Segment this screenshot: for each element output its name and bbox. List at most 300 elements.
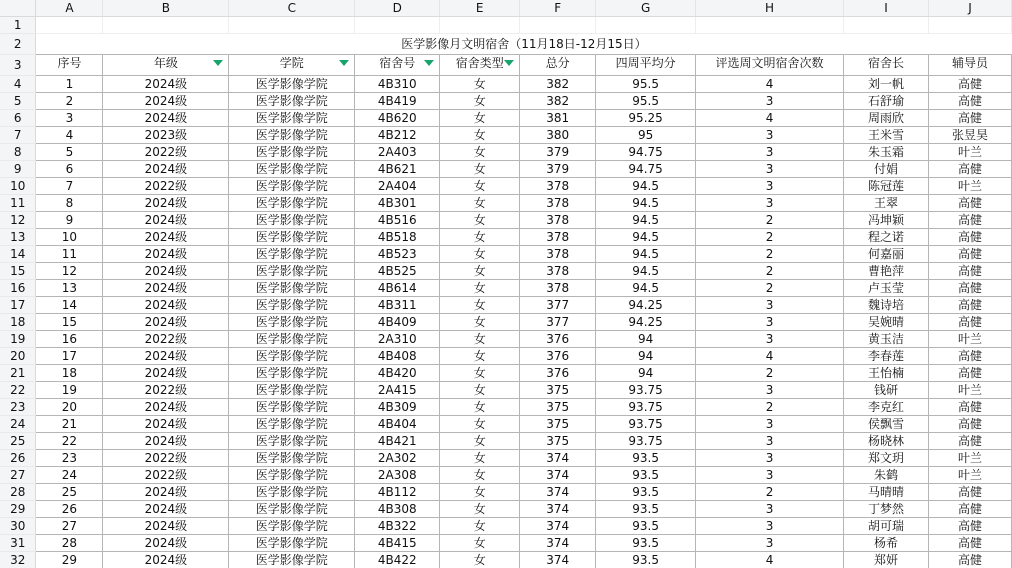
row-header[interactable]: 19 [0,331,36,348]
table-cell[interactable]: 女 [440,297,520,314]
table-cell[interactable]: 高健 [928,399,1011,416]
table-cell[interactable]: 94.5 [596,178,696,195]
table-cell[interactable]: 93.75 [596,433,696,450]
table-cell[interactable]: 卢玉莹 [844,280,929,297]
table-cell[interactable]: 29 [36,552,103,568]
table-cell[interactable]: 4B404 [355,416,440,433]
row-header[interactable]: 31 [0,535,36,552]
table-cell[interactable]: 医学影像学院 [229,348,355,365]
table-cell[interactable]: 24 [36,467,103,484]
table-cell[interactable]: 3 [696,518,844,535]
table-cell[interactable]: 4 [36,127,103,144]
table-cell[interactable]: 93.75 [596,399,696,416]
table-cell[interactable]: 94.5 [596,229,696,246]
table-cell[interactable]: 374 [520,501,596,518]
table-cell[interactable]: 王米雪 [844,127,929,144]
row-header[interactable]: 30 [0,518,36,535]
table-cell[interactable]: 4B322 [355,518,440,535]
table-cell[interactable]: 医学影像学院 [229,161,355,178]
table-cell[interactable]: 1 [36,76,103,93]
table-cell[interactable]: 378 [520,229,596,246]
table-cell[interactable]: 2024级 [103,110,229,127]
row-header[interactable]: 18 [0,314,36,331]
table-cell[interactable]: 医学影像学院 [229,195,355,212]
table-cell[interactable]: 2024级 [103,76,229,93]
table-cell[interactable]: 2022级 [103,450,229,467]
table-cell[interactable]: 医学影像学院 [229,297,355,314]
table-cell[interactable]: 94 [596,365,696,382]
column-header[interactable]: D [355,0,440,17]
table-cell[interactable]: 医学影像学院 [229,501,355,518]
table-cell[interactable]: 高健 [928,297,1011,314]
table-cell[interactable]: 12 [36,263,103,280]
column-header[interactable]: G [596,0,696,17]
table-cell[interactable]: 2024级 [103,416,229,433]
table-cell[interactable]: 2024级 [103,195,229,212]
table-cell[interactable]: 2 [696,263,844,280]
table-cell[interactable]: 94.5 [596,195,696,212]
table-cell[interactable]: 2024级 [103,552,229,568]
table-cell[interactable]: 377 [520,297,596,314]
table-cell[interactable]: 2A403 [355,144,440,161]
row-header[interactable]: 11 [0,195,36,212]
table-cell[interactable]: 医学影像学院 [229,110,355,127]
table-cell[interactable]: 高健 [928,229,1011,246]
table-cell[interactable]: 杨希 [844,535,929,552]
row-header[interactable]: 13 [0,229,36,246]
table-cell[interactable]: 95 [596,127,696,144]
column-title[interactable] [440,55,520,76]
table-cell[interactable]: 2A310 [355,331,440,348]
table-cell[interactable]: 375 [520,433,596,450]
empty-cell[interactable] [229,17,355,34]
table-cell[interactable]: 376 [520,365,596,382]
table-cell[interactable]: 94.5 [596,246,696,263]
filter-dropdown-icon[interactable] [213,60,223,66]
table-cell[interactable]: 医学影像学院 [229,331,355,348]
row-header[interactable]: 23 [0,399,36,416]
table-cell[interactable]: 叶兰 [928,450,1011,467]
column-title[interactable] [520,55,596,76]
table-cell[interactable]: 4B408 [355,348,440,365]
table-cell[interactable]: 3 [696,178,844,195]
table-cell[interactable]: 2 [696,399,844,416]
table-cell[interactable]: 374 [520,518,596,535]
table-cell[interactable]: 382 [520,76,596,93]
table-cell[interactable]: 医学影像学院 [229,484,355,501]
table-cell[interactable]: 2024级 [103,161,229,178]
row-header[interactable]: 27 [0,467,36,484]
table-cell[interactable]: 378 [520,178,596,195]
table-cell[interactable]: 叶兰 [928,382,1011,399]
table-cell[interactable]: 医学影像学院 [229,263,355,280]
table-cell[interactable]: 医学影像学院 [229,382,355,399]
table-cell[interactable]: 2 [36,93,103,110]
table-cell[interactable]: 女 [440,450,520,467]
row-header[interactable]: 4 [0,76,36,93]
table-cell[interactable]: 4B311 [355,297,440,314]
table-cell[interactable]: 高健 [928,314,1011,331]
empty-cell[interactable] [520,17,596,34]
table-cell[interactable]: 4B409 [355,314,440,331]
table-cell[interactable]: 2024级 [103,433,229,450]
table-cell[interactable]: 叶兰 [928,331,1011,348]
table-cell[interactable]: 女 [440,552,520,568]
table-cell[interactable]: 375 [520,416,596,433]
table-cell[interactable]: 高健 [928,76,1011,93]
table-cell[interactable]: 4B525 [355,263,440,280]
column-header[interactable]: E [440,0,520,17]
row-header[interactable]: 6 [0,110,36,127]
row-header[interactable]: 21 [0,365,36,382]
table-cell[interactable]: 3 [696,195,844,212]
table-cell[interactable]: 93.5 [596,467,696,484]
table-cell[interactable]: 4 [696,76,844,93]
row-header[interactable]: 22 [0,382,36,399]
table-cell[interactable]: 3 [696,297,844,314]
table-cell[interactable]: 4B419 [355,93,440,110]
table-cell[interactable]: 医学影像学院 [229,229,355,246]
table-cell[interactable]: 17 [36,348,103,365]
row-header[interactable]: 15 [0,263,36,280]
table-cell[interactable]: 379 [520,144,596,161]
table-cell[interactable]: 23 [36,450,103,467]
table-cell[interactable]: 2 [696,365,844,382]
table-cell[interactable]: 382 [520,93,596,110]
table-cell[interactable]: 王怡楠 [844,365,929,382]
table-cell[interactable]: 3 [696,467,844,484]
table-cell[interactable]: 2 [696,280,844,297]
table-cell[interactable]: 3 [696,535,844,552]
table-cell[interactable]: 4B421 [355,433,440,450]
column-title[interactable] [696,55,844,76]
table-cell[interactable]: 4B422 [355,552,440,568]
table-cell[interactable]: 女 [440,280,520,297]
table-cell[interactable]: 高健 [928,501,1011,518]
table-cell[interactable]: 医学影像学院 [229,365,355,382]
table-cell[interactable]: 女 [440,416,520,433]
table-cell[interactable]: 女 [440,501,520,518]
table-cell[interactable]: 2022级 [103,144,229,161]
table-cell[interactable]: 2024级 [103,212,229,229]
table-cell[interactable]: 高健 [928,348,1011,365]
table-cell[interactable]: 4 [696,348,844,365]
table-cell[interactable]: 4B112 [355,484,440,501]
table-cell[interactable]: 93.5 [596,535,696,552]
table-cell[interactable]: 94 [596,348,696,365]
table-cell[interactable]: 3 [696,127,844,144]
row-header[interactable]: 7 [0,127,36,144]
table-cell[interactable]: 张昱昊 [928,127,1011,144]
table-cell[interactable]: 医学影像学院 [229,144,355,161]
table-cell[interactable]: 医学影像学院 [229,399,355,416]
table-cell[interactable]: 27 [36,518,103,535]
table-cell[interactable]: 女 [440,535,520,552]
table-cell[interactable]: 钱研 [844,382,929,399]
table-cell[interactable]: 4 [696,552,844,568]
table-cell[interactable]: 高健 [928,416,1011,433]
table-cell[interactable]: 女 [440,433,520,450]
empty-cell[interactable] [36,17,103,34]
table-cell[interactable]: 93.5 [596,501,696,518]
table-cell[interactable]: 高健 [928,212,1011,229]
empty-cell[interactable] [696,17,844,34]
table-cell[interactable]: 刘一帆 [844,76,929,93]
table-cell[interactable]: 93.5 [596,552,696,568]
table-cell[interactable]: 朱玉霜 [844,144,929,161]
table-cell[interactable]: 93.5 [596,518,696,535]
table-cell[interactable]: 95.25 [596,110,696,127]
table-cell[interactable]: 374 [520,450,596,467]
row-header[interactable]: 14 [0,246,36,263]
table-cell[interactable]: 3 [696,331,844,348]
table-cell[interactable]: 11 [36,246,103,263]
table-cell[interactable]: 高健 [928,433,1011,450]
table-cell[interactable]: 374 [520,552,596,568]
table-cell[interactable]: 95.5 [596,76,696,93]
table-cell[interactable]: 378 [520,280,596,297]
table-cell[interactable]: 高健 [928,365,1011,382]
table-cell[interactable]: 2 [696,229,844,246]
empty-cell[interactable] [440,17,520,34]
table-cell[interactable]: 5 [36,144,103,161]
table-cell[interactable]: 19 [36,382,103,399]
table-cell[interactable]: 6 [36,161,103,178]
table-cell[interactable]: 2A308 [355,467,440,484]
table-cell[interactable]: 女 [440,382,520,399]
table-cell[interactable]: 高健 [928,195,1011,212]
table-cell[interactable]: 378 [520,263,596,280]
table-cell[interactable]: 女 [440,178,520,195]
row-header[interactable]: 25 [0,433,36,450]
table-cell[interactable]: 医学影像学院 [229,127,355,144]
column-header[interactable]: C [229,0,355,17]
table-cell[interactable]: 女 [440,127,520,144]
table-cell[interactable]: 女 [440,110,520,127]
table-cell[interactable]: 94.25 [596,314,696,331]
table-cell[interactable]: 4B516 [355,212,440,229]
table-cell[interactable]: 医学影像学院 [229,178,355,195]
table-cell[interactable]: 381 [520,110,596,127]
column-title[interactable] [36,55,103,76]
table-cell[interactable]: 高健 [928,280,1011,297]
table-cell[interactable]: 2024级 [103,229,229,246]
table-cell[interactable]: 2024级 [103,365,229,382]
table-cell[interactable]: 2 [696,212,844,229]
table-cell[interactable]: 93.75 [596,382,696,399]
table-cell[interactable]: 高健 [928,552,1011,568]
table-cell[interactable]: 95.5 [596,93,696,110]
empty-cell[interactable] [596,17,696,34]
sheet-title[interactable]: 医学影像月文明宿舍（11月18日-12月15日） [36,34,1012,55]
table-cell[interactable]: 胡可瑞 [844,518,929,535]
table-cell[interactable]: 医学影像学院 [229,280,355,297]
table-cell[interactable]: 94.5 [596,212,696,229]
table-cell[interactable]: 4B309 [355,399,440,416]
table-cell[interactable]: 2022级 [103,382,229,399]
table-cell[interactable]: 郑文玥 [844,450,929,467]
table-cell[interactable]: 3 [696,144,844,161]
row-header[interactable]: 29 [0,501,36,518]
table-cell[interactable]: 3 [696,314,844,331]
table-cell[interactable]: 叶兰 [928,467,1011,484]
table-cell[interactable]: 李春莲 [844,348,929,365]
table-cell[interactable]: 3 [696,93,844,110]
table-cell[interactable]: 376 [520,348,596,365]
empty-cell[interactable] [844,17,929,34]
column-header[interactable]: J [928,0,1011,17]
table-cell[interactable]: 380 [520,127,596,144]
table-cell[interactable]: 7 [36,178,103,195]
table-cell[interactable]: 4B212 [355,127,440,144]
table-cell[interactable]: 朱鹤 [844,467,929,484]
table-cell[interactable]: 2024级 [103,535,229,552]
table-cell[interactable]: 高健 [928,263,1011,280]
table-cell[interactable]: 高健 [928,110,1011,127]
table-cell[interactable]: 冯坤颖 [844,212,929,229]
row-header[interactable]: 2 [0,34,36,55]
table-cell[interactable]: 马晴晴 [844,484,929,501]
column-header[interactable]: F [520,0,596,17]
table-cell[interactable]: 9 [36,212,103,229]
table-cell[interactable]: 378 [520,195,596,212]
table-cell[interactable]: 3 [696,433,844,450]
table-cell[interactable]: 3 [696,416,844,433]
table-cell[interactable]: 2A302 [355,450,440,467]
table-cell[interactable]: 2024级 [103,348,229,365]
table-cell[interactable]: 2A404 [355,178,440,195]
empty-cell[interactable] [355,17,440,34]
filter-dropdown-icon[interactable] [339,60,349,66]
table-cell[interactable]: 14 [36,297,103,314]
table-cell[interactable]: 女 [440,348,520,365]
table-cell[interactable]: 郑妍 [844,552,929,568]
row-header[interactable]: 8 [0,144,36,161]
table-cell[interactable]: 10 [36,229,103,246]
column-header[interactable]: I [844,0,929,17]
table-cell[interactable]: 25 [36,484,103,501]
table-cell[interactable]: 高健 [928,518,1011,535]
table-cell[interactable]: 陈冠莲 [844,178,929,195]
table-cell[interactable]: 叶兰 [928,178,1011,195]
row-header[interactable]: 12 [0,212,36,229]
table-cell[interactable]: 2024级 [103,93,229,110]
table-cell[interactable]: 28 [36,535,103,552]
table-cell[interactable]: 4B620 [355,110,440,127]
empty-cell[interactable] [928,17,1011,34]
table-cell[interactable]: 377 [520,314,596,331]
empty-cell[interactable] [103,17,229,34]
table-cell[interactable]: 女 [440,195,520,212]
table-cell[interactable]: 高健 [928,161,1011,178]
column-header[interactable]: A [36,0,103,17]
table-cell[interactable]: 何嘉丽 [844,246,929,263]
table-cell[interactable]: 女 [440,365,520,382]
row-header[interactable]: 20 [0,348,36,365]
table-cell[interactable]: 376 [520,331,596,348]
table-cell[interactable]: 医学影像学院 [229,212,355,229]
table-cell[interactable]: 4B310 [355,76,440,93]
table-cell[interactable]: 2024级 [103,263,229,280]
table-cell[interactable]: 吴婉晴 [844,314,929,331]
filter-dropdown-icon[interactable] [504,60,514,66]
table-cell[interactable]: 曹艳萍 [844,263,929,280]
table-cell[interactable]: 高健 [928,484,1011,501]
table-cell[interactable]: 丁梦然 [844,501,929,518]
table-cell[interactable]: 2024级 [103,399,229,416]
table-cell[interactable]: 2022级 [103,467,229,484]
table-cell[interactable]: 李克红 [844,399,929,416]
table-cell[interactable]: 94 [596,331,696,348]
table-cell[interactable]: 2024级 [103,518,229,535]
row-header[interactable]: 16 [0,280,36,297]
table-cell[interactable]: 周雨欣 [844,110,929,127]
table-cell[interactable]: 3 [696,450,844,467]
table-cell[interactable]: 侯飘雪 [844,416,929,433]
row-header[interactable]: 28 [0,484,36,501]
table-cell[interactable]: 医学影像学院 [229,518,355,535]
table-cell[interactable]: 石舒瑜 [844,93,929,110]
column-title[interactable] [844,55,929,76]
table-cell[interactable]: 女 [440,229,520,246]
table-cell[interactable]: 4B415 [355,535,440,552]
table-cell[interactable]: 女 [440,331,520,348]
row-header[interactable]: 5 [0,93,36,110]
table-cell[interactable]: 4B308 [355,501,440,518]
table-cell[interactable]: 94.75 [596,144,696,161]
table-cell[interactable]: 程之诺 [844,229,929,246]
select-all-corner[interactable] [0,0,36,17]
table-cell[interactable]: 女 [440,93,520,110]
table-cell[interactable]: 黄玉洁 [844,331,929,348]
table-cell[interactable]: 15 [36,314,103,331]
table-cell[interactable]: 4B621 [355,161,440,178]
table-cell[interactable]: 16 [36,331,103,348]
row-header[interactable]: 1 [0,17,36,34]
table-cell[interactable]: 378 [520,212,596,229]
table-cell[interactable]: 3 [696,382,844,399]
table-cell[interactable]: 医学影像学院 [229,450,355,467]
table-cell[interactable]: 2023级 [103,127,229,144]
table-cell[interactable]: 4B518 [355,229,440,246]
filter-dropdown-icon[interactable] [424,60,434,66]
table-cell[interactable]: 女 [440,212,520,229]
table-cell[interactable]: 94.75 [596,161,696,178]
table-cell[interactable]: 4B523 [355,246,440,263]
row-header[interactable]: 9 [0,161,36,178]
table-cell[interactable]: 女 [440,399,520,416]
column-title[interactable] [229,55,355,76]
table-cell[interactable]: 375 [520,382,596,399]
table-cell[interactable]: 杨晓林 [844,433,929,450]
table-cell[interactable]: 3 [696,161,844,178]
table-cell[interactable]: 4B420 [355,365,440,382]
table-cell[interactable]: 374 [520,535,596,552]
table-cell[interactable]: 2022级 [103,331,229,348]
table-cell[interactable]: 20 [36,399,103,416]
table-cell[interactable]: 94.25 [596,297,696,314]
table-cell[interactable]: 2022级 [103,178,229,195]
table-cell[interactable]: 高健 [928,246,1011,263]
table-cell[interactable]: 94.5 [596,280,696,297]
table-cell[interactable]: 2 [696,246,844,263]
table-cell[interactable]: 医学影像学院 [229,433,355,450]
table-cell[interactable]: 374 [520,484,596,501]
table-cell[interactable]: 22 [36,433,103,450]
table-cell[interactable]: 378 [520,246,596,263]
table-cell[interactable]: 4B614 [355,280,440,297]
table-cell[interactable]: 2024级 [103,484,229,501]
